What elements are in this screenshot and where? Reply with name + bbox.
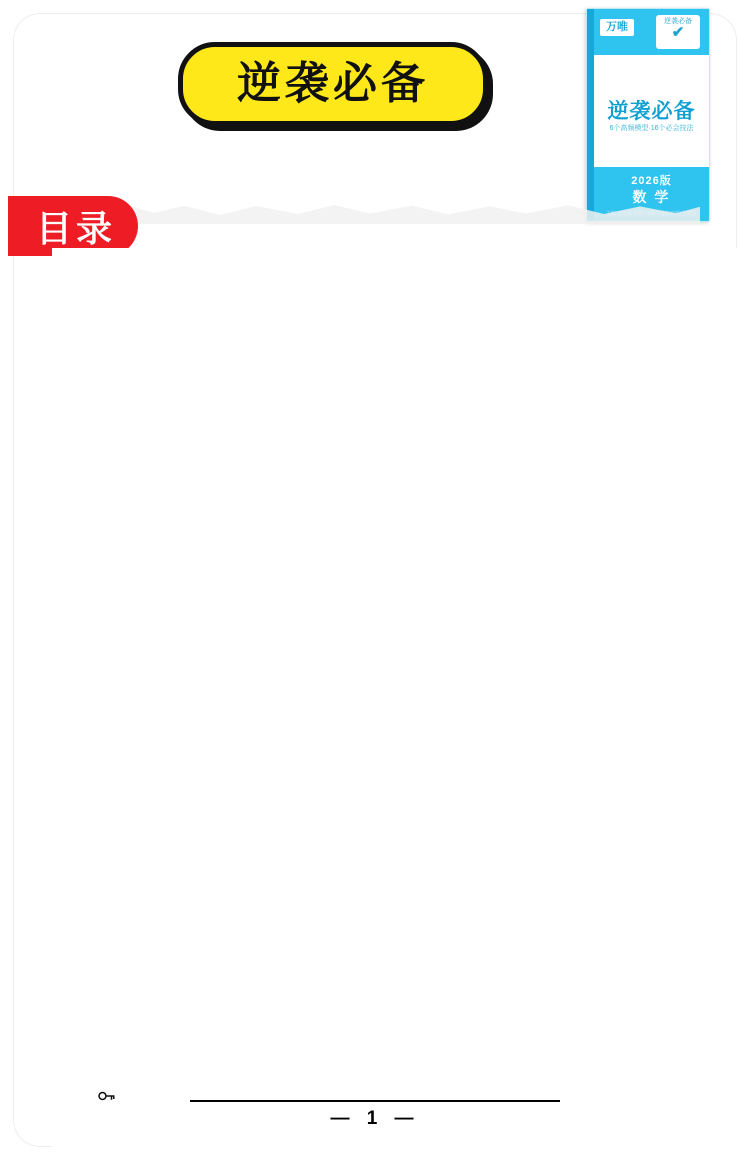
book-cover-badge [656,15,700,49]
title-banner [178,42,488,126]
title-banner-text: 逆袭必备 [237,59,429,108]
page-number: — 1 — [330,1108,420,1129]
toc-tag-label: 目录 [35,207,116,249]
key-icon [98,1088,116,1104]
book-cover-subject: 数 学 [632,189,671,205]
check-icon: ✔ [671,25,685,41]
book-cover-subtitle: 6个高频模型·16个必会技法 [609,125,694,132]
book-cover-thumbnail [586,8,710,222]
toc-entry[interactable] [52,1049,700,1071]
table-of-contents [52,248,700,1119]
footer-divider [190,1100,560,1102]
book-spine [587,9,594,221]
page-footer [0,1108,750,1130]
book-cover-year: 2026版 [631,175,672,187]
toc-tag [8,196,138,256]
publisher-logo: 万唯 [600,19,634,36]
toc-entry-page [52,248,750,1160]
book-cover-title: 逆袭必备 [607,100,696,123]
book-badge-label: 逆袭必备 [664,18,692,25]
